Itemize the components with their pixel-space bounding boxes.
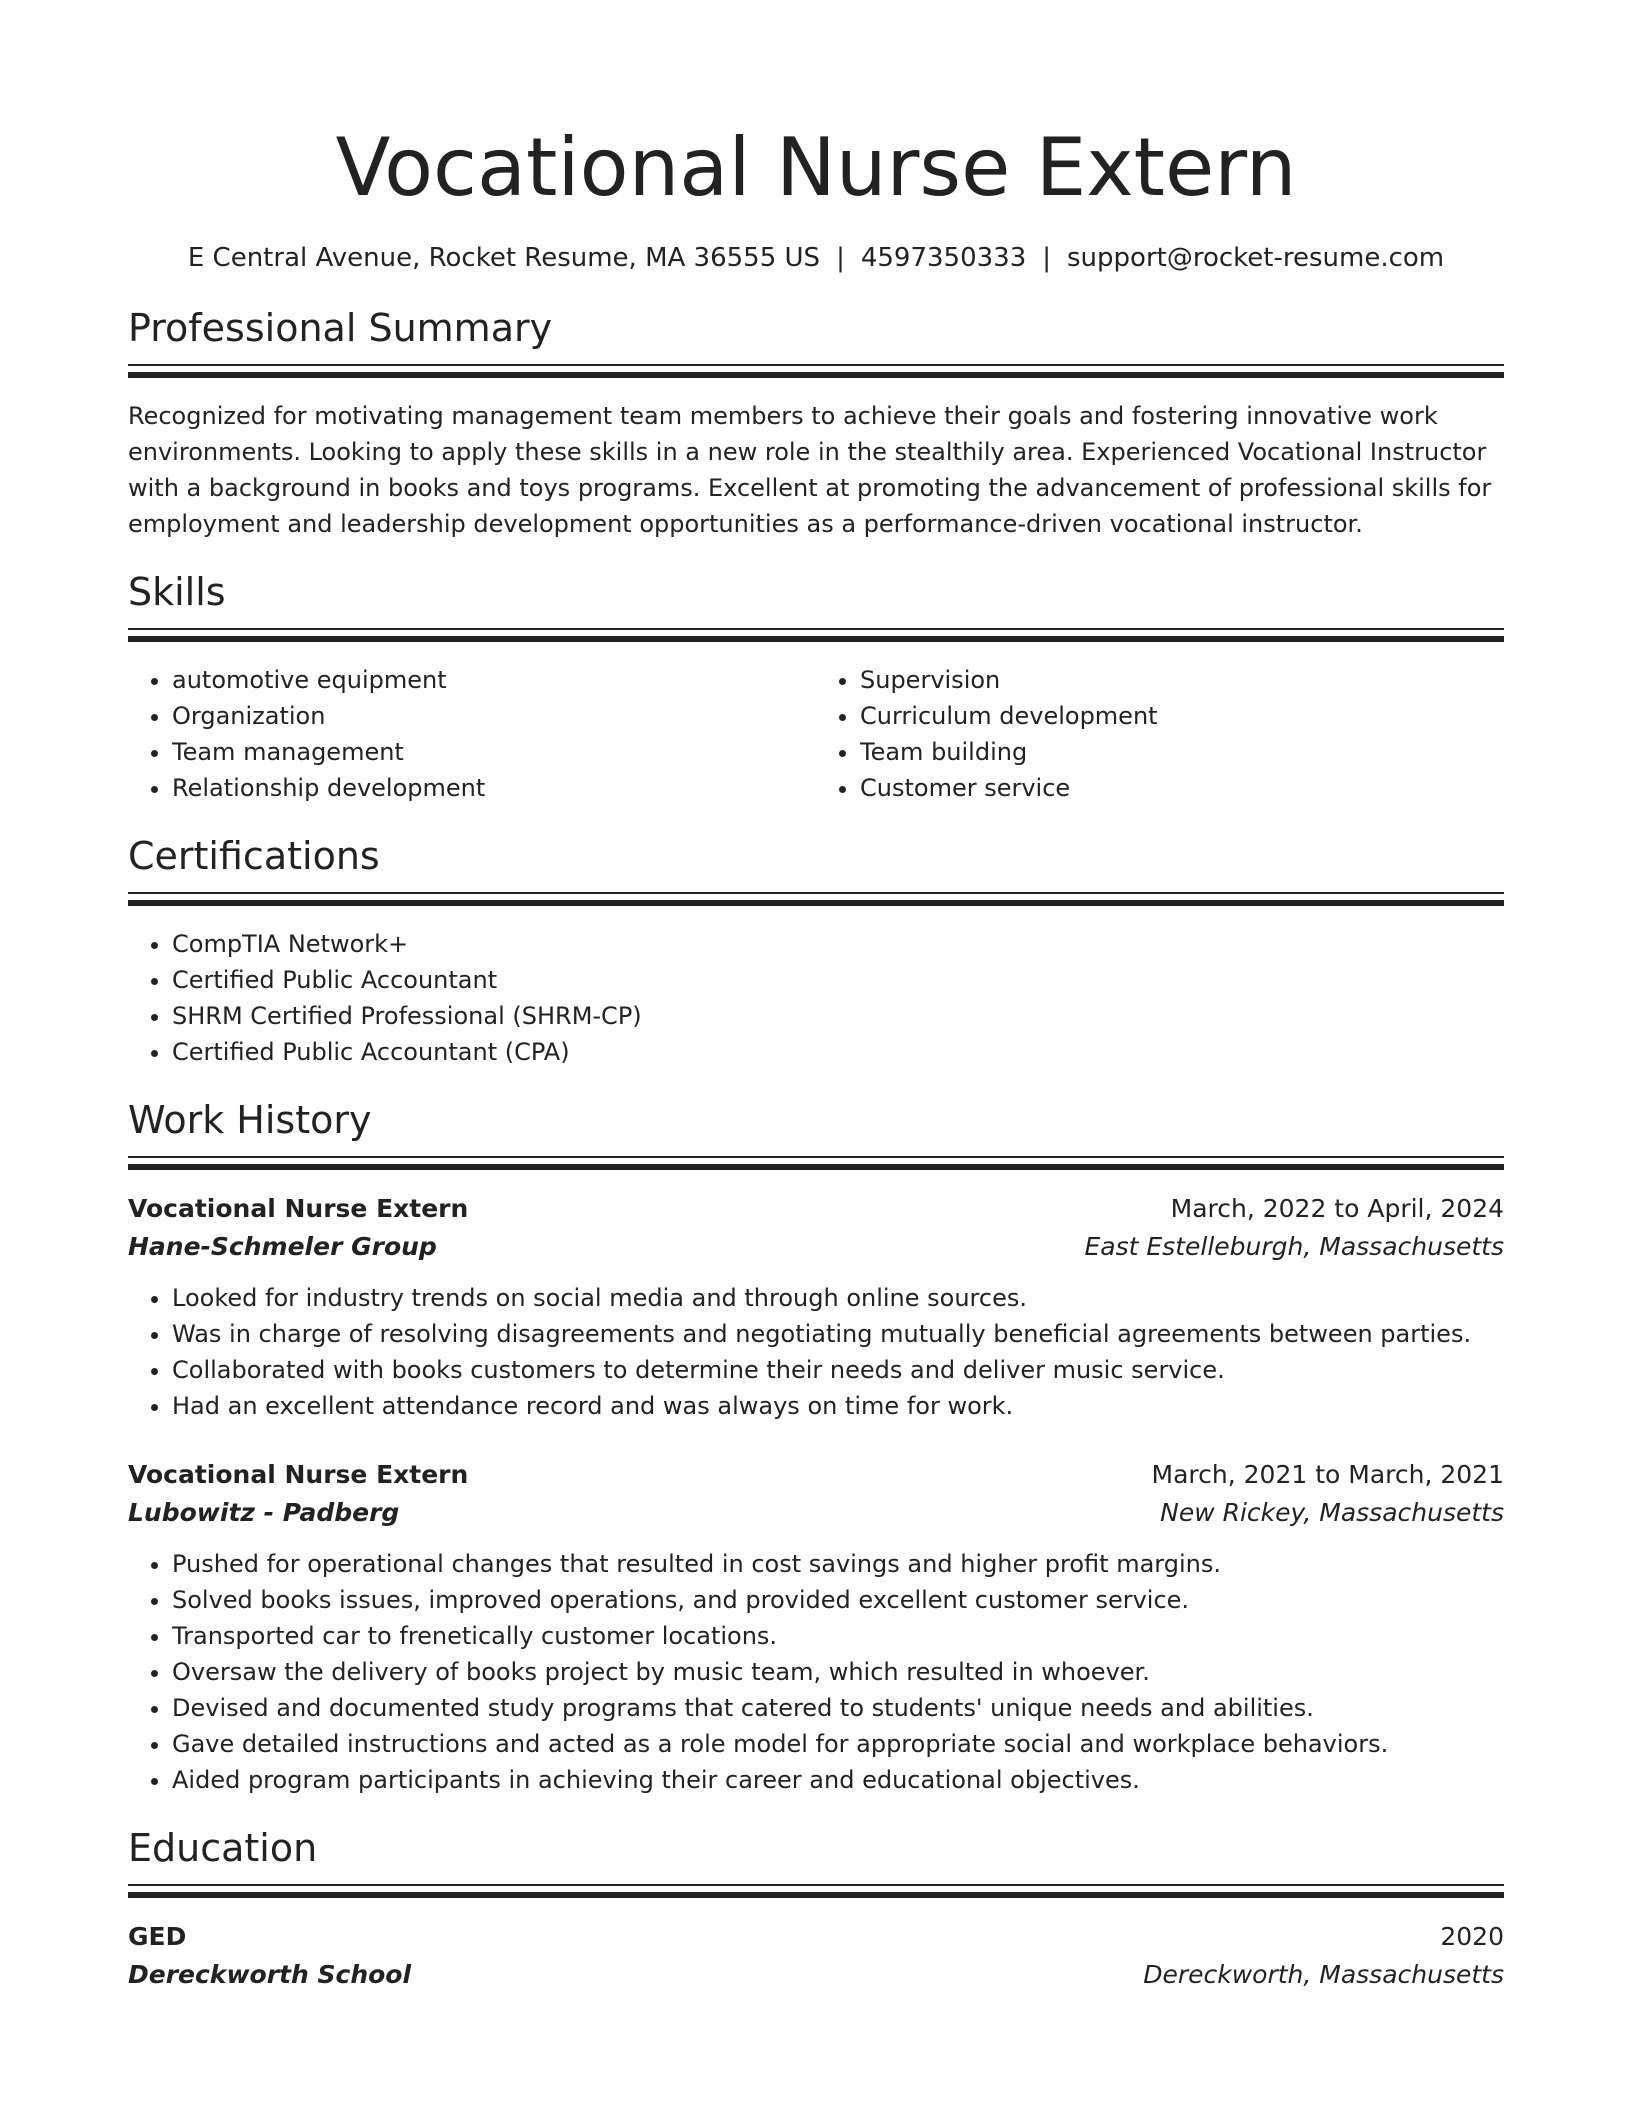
- summary-text: Recognized for motivating management team members to achieve their goals and fostering innovative work environments. Looking to apply these skills in a new role in the stealthily area. Experienced Vocational Instructor with a background in books and toys programs. Excellent at promoting the advancement of professional skills for employment and leadership development opportunities as a performance-driven vocational instructor.: [128, 402, 1492, 538]
- education-header-row: [128, 1918, 1504, 1956]
- contact-phone: 4597350333: [860, 243, 1027, 273]
- job-title: Vocational Nurse Extern: [128, 1194, 469, 1223]
- contact-separator: |: [1042, 243, 1052, 273]
- education-location: Dereckworth, Massachusetts: [1143, 1960, 1504, 1989]
- certifications-section: [128, 832, 1504, 1070]
- candidate-name: Vocational Nurse Extern: [335, 121, 1297, 214]
- section-divider: [128, 892, 1504, 906]
- section-title-work-history: Work History: [128, 1098, 372, 1142]
- skill-item: • Supervision: [860, 662, 1504, 698]
- job-bullet: • Looked for industry trends on social media and through online sources.: [172, 1280, 1504, 1316]
- certification-item: • CompTIA Network+: [172, 926, 1504, 962]
- skills-section: [128, 568, 1504, 806]
- skill-item: • Team building: [860, 734, 1504, 770]
- skills-list-right: [816, 662, 1504, 806]
- job-bullet: • Was in charge of resolving disagreements and negotiating mutually beneficial agreements between parties.: [172, 1316, 1504, 1352]
- job-bullet: • Transported car to frenetically customer locations.: [172, 1618, 1504, 1654]
- section-divider: [128, 628, 1504, 642]
- resume-page: [128, 0, 1504, 1994]
- certification-item: • SHRM Certified Professional (SHRM-CP): [172, 998, 1504, 1034]
- job-bullet: • Devised and documented study programs that catered to students' unique needs and abilities.: [172, 1690, 1504, 1726]
- section-divider: [128, 364, 1504, 378]
- job-company: Hane-Schmeler Group: [128, 1232, 437, 1261]
- job-bullet: • Had an excellent attendance record and was always on time for work.: [172, 1388, 1504, 1424]
- section-divider: [128, 1884, 1504, 1898]
- education-year: 2020: [1440, 1922, 1504, 1951]
- job-subheader-row: [128, 1228, 1504, 1266]
- job-location: New Rickey, Massachusetts: [1160, 1498, 1504, 1527]
- job-bullet: • Oversaw the delivery of books project by music team, which resulted in whoever.: [172, 1654, 1504, 1690]
- job-bullet: • Gave detailed instructions and acted as a role model for appropriate social and workplace behaviors.: [172, 1726, 1504, 1762]
- education-section: [128, 1824, 1504, 1994]
- education-degree: GED: [128, 1922, 187, 1951]
- contact-email[interactable]: support@rocket-resume.com: [1067, 243, 1445, 273]
- job-company: Lubowitz - Padberg: [128, 1498, 400, 1527]
- job-subheader-row: [128, 1494, 1504, 1532]
- skills-grid: [128, 662, 1504, 806]
- contact-address: E Central Avenue, Rocket Resume, MA 36555 US: [187, 243, 821, 273]
- job-bullet: • Solved books issues, improved operations, and provided excellent customer service.: [172, 1582, 1504, 1618]
- summary-section: [128, 304, 1504, 542]
- job-entry: [128, 1456, 1504, 1798]
- job-bullet: • Collaborated with books customers to determine their needs and deliver music service.: [172, 1352, 1504, 1388]
- work-history-section: [128, 1096, 1504, 1798]
- skill-item: • Organization: [172, 698, 816, 734]
- skill-item: • automotive equipment: [172, 662, 816, 698]
- certification-item: • Certified Public Accountant: [172, 962, 1504, 998]
- job-header-row: [128, 1190, 1504, 1228]
- skills-list-left: [128, 662, 816, 806]
- section-title-summary: Professional Summary: [128, 306, 553, 350]
- job-bullet: • Aided program participants in achieving their career and educational objectives.: [172, 1762, 1504, 1798]
- section-title-certifications: Certifications: [128, 834, 380, 878]
- section-title-skills: Skills: [128, 570, 226, 614]
- job-bullets: [128, 1546, 1504, 1798]
- contact-line: [128, 240, 1504, 276]
- education-subheader-row: [128, 1956, 1504, 1994]
- contact-separator: |: [836, 243, 845, 273]
- education-school: Dereckworth School: [128, 1960, 412, 1989]
- job-dates: March, 2021 to March, 2021: [1151, 1460, 1504, 1489]
- section-title-education: Education: [128, 1826, 318, 1870]
- certification-item: • Certified Public Accountant (CPA): [172, 1034, 1504, 1070]
- certifications-list: [128, 926, 1504, 1070]
- job-header-row: [128, 1456, 1504, 1494]
- job-dates: March, 2022 to April, 2024: [1170, 1194, 1504, 1223]
- skill-item: • Customer service: [860, 770, 1504, 806]
- skill-item: • Relationship development: [172, 770, 816, 806]
- skill-item: • Team management: [172, 734, 816, 770]
- job-title: Vocational Nurse Extern: [128, 1460, 469, 1489]
- job-location: East Estelleburgh, Massachusetts: [1084, 1232, 1504, 1261]
- job-bullet: • Pushed for operational changes that resulted in cost savings and higher profit margins.: [172, 1546, 1504, 1582]
- job-entry: [128, 1190, 1504, 1424]
- section-divider: [128, 1156, 1504, 1170]
- skill-item: • Curriculum development: [860, 698, 1504, 734]
- job-bullets: [128, 1280, 1504, 1424]
